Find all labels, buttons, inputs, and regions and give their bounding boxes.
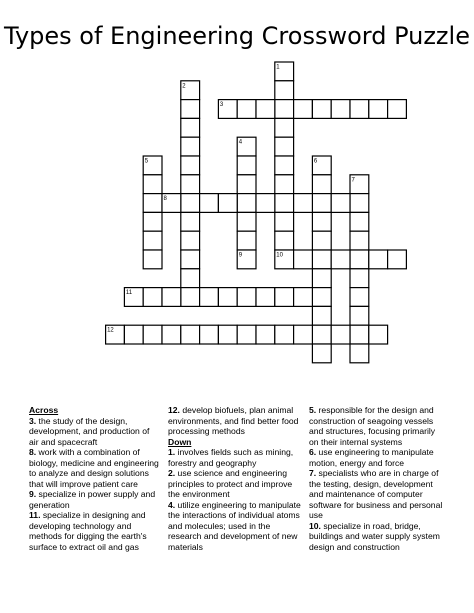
grid-cell[interactable] — [218, 194, 237, 213]
grid-cell[interactable] — [256, 288, 275, 307]
clue-text: specialize in designing and developing technology and methods for digging the earth's surface to extract oil and gas — [29, 510, 147, 552]
grid-cell[interactable] — [143, 325, 162, 344]
cell-number: 3 — [219, 102, 224, 109]
grid-cell[interactable] — [237, 100, 256, 119]
clue-across-11 — [29, 510, 161, 552]
grid-cell[interactable] — [275, 325, 294, 344]
grid-cell[interactable] — [162, 288, 181, 307]
grid-cell[interactable] — [350, 194, 369, 213]
grid-cell[interactable] — [237, 288, 256, 307]
grid-cell[interactable] — [312, 175, 331, 194]
grid-cell[interactable] — [312, 325, 331, 344]
down-heading: Down — [168, 436, 192, 447]
grid-cell[interactable] — [312, 100, 331, 119]
grid-cell[interactable] — [181, 325, 200, 344]
grid-cell[interactable] — [369, 250, 388, 269]
clue-number: 8. — [29, 447, 37, 457]
grid-cell[interactable] — [312, 269, 331, 288]
cell-number: 6 — [313, 158, 318, 165]
grid-cell[interactable] — [350, 344, 369, 363]
grid-cell[interactable] — [350, 100, 369, 119]
grid-cell[interactable] — [256, 100, 275, 119]
grid-cell[interactable] — [181, 288, 200, 307]
grid-cell[interactable] — [294, 325, 313, 344]
grid-cell[interactable] — [200, 288, 219, 307]
grid-cell[interactable] — [237, 212, 256, 231]
grid-cell[interactable] — [275, 118, 294, 137]
cell-number: 8 — [163, 196, 167, 203]
cell-number: 10 — [276, 252, 283, 259]
clue-text: specialize in power supply and generation — [29, 489, 156, 510]
grid-cell[interactable] — [294, 194, 313, 213]
clue-number: 4. — [168, 499, 176, 510]
grid-cell[interactable] — [143, 288, 162, 307]
grid-cell[interactable] — [237, 175, 256, 194]
grid-cell[interactable] — [350, 212, 369, 231]
grid-cell[interactable] — [181, 137, 200, 156]
grid-cell[interactable] — [181, 212, 200, 231]
clues-column-1 — [29, 405, 161, 552]
clue-number: 5. — [309, 405, 317, 415]
grid-cell[interactable] — [237, 325, 256, 344]
clue-number: 1. — [168, 447, 176, 457]
clue-text: use engineering to manipulate motion, energy and force — [309, 447, 434, 468]
clue-down-2 — [168, 468, 304, 500]
grid-cell[interactable] — [331, 194, 350, 213]
grid-cell[interactable] — [218, 288, 237, 307]
grid-cell[interactable] — [294, 100, 313, 119]
grid-cell[interactable] — [350, 231, 369, 250]
clue-text: the study of the design, development, and production of air and spacecraft — [29, 415, 150, 447]
clue-across-12 — [168, 405, 304, 437]
grid-cell[interactable] — [331, 100, 350, 119]
grid-cell[interactable] — [181, 269, 200, 288]
clue-down-4 — [168, 500, 304, 553]
clue-text: specialize in road, bridge, buildings and water supply system design and construction — [309, 520, 440, 552]
grid-cell[interactable] — [143, 231, 162, 250]
clue-number: 10. — [309, 520, 321, 531]
puzzle-title: Types of Engineering Crossword Puzzle — [4, 22, 470, 50]
clue-text: responsible for the design and construction of seagoing vessels and structures, focusing primarily on their internal systems — [309, 405, 436, 447]
grid-cell[interactable] — [350, 306, 369, 325]
clue-down-6 — [309, 447, 447, 468]
clue-text: specialists who are in charge of the testing, design, development and maintenance of computer software for business and personal use — [309, 468, 443, 520]
grid-cell[interactable] — [275, 81, 294, 100]
grid-cell[interactable] — [294, 250, 313, 269]
clue-number: 6. — [309, 447, 317, 457]
clue-number: 11. — [29, 510, 41, 520]
clue-number: 12. — [168, 405, 180, 415]
cell-number: 9 — [238, 252, 243, 259]
clue-number: 2. — [168, 468, 176, 478]
clue-across-3 — [29, 416, 161, 448]
grid-cell[interactable] — [350, 288, 369, 307]
cell-number: 7 — [351, 177, 355, 184]
grid-cell[interactable] — [331, 325, 350, 344]
grid-cell[interactable] — [124, 325, 143, 344]
grid-cell[interactable] — [181, 250, 200, 269]
grid-cell[interactable] — [237, 194, 256, 213]
clues-column-2 — [168, 405, 304, 552]
grid-cell[interactable] — [181, 156, 200, 175]
grid-cell[interactable] — [388, 250, 407, 269]
clue-text: utilize engineering to manipulate the interactions of individual atoms and molecules; used in the research and development of new materials — [168, 499, 301, 552]
grid-cell[interactable] — [312, 306, 331, 325]
grid-cell[interactable] — [312, 250, 331, 269]
grid-cell[interactable] — [218, 325, 237, 344]
clue-down-5 — [309, 405, 447, 447]
grid-cell[interactable] — [143, 250, 162, 269]
clue-across-9 — [29, 489, 161, 510]
clue-down-7 — [309, 468, 447, 521]
grid-cell[interactable] — [350, 250, 369, 269]
grid-cell[interactable] — [331, 250, 350, 269]
grid-cell[interactable] — [312, 194, 331, 213]
grid-cell[interactable] — [143, 194, 162, 213]
clue-number: 9. — [29, 489, 37, 499]
grid-cell[interactable] — [200, 194, 219, 213]
clue-text: use science and engineering principles to protect and improve the environment — [168, 468, 293, 499]
clue-down-1 — [168, 447, 304, 468]
clue-down-10 — [309, 521, 447, 553]
grid-cell[interactable] — [181, 100, 200, 119]
grid-cell[interactable] — [181, 175, 200, 194]
clue-number: 7. — [309, 468, 317, 478]
grid-cell[interactable] — [143, 175, 162, 194]
across-heading: Across — [29, 405, 59, 415]
grid-cell[interactable] — [312, 344, 331, 363]
grid-cell[interactable] — [275, 288, 294, 307]
grid-cell[interactable] — [200, 325, 219, 344]
cell-number: 1 — [276, 64, 280, 71]
cell-number: 11 — [125, 290, 133, 297]
clue-across-8 — [29, 447, 161, 489]
grid-cell[interactable] — [143, 212, 162, 231]
grid-cell[interactable] — [181, 231, 200, 250]
grid-cell[interactable] — [294, 288, 313, 307]
grid-cell[interactable] — [237, 231, 256, 250]
cell-number: 12 — [107, 327, 114, 334]
clue-text: work with a combination of biology, medicine and engineering to analyze and design solutions that will improve patient care — [29, 447, 159, 489]
grid-cell[interactable] — [237, 156, 256, 175]
grid-cell[interactable] — [275, 212, 294, 231]
grid-cell[interactable] — [181, 194, 200, 213]
grid-cell[interactable] — [256, 194, 275, 213]
grid-cell[interactable] — [369, 325, 388, 344]
grid-cell[interactable] — [275, 137, 294, 156]
cell-number: 4 — [238, 139, 243, 146]
clues-column-3 — [309, 405, 447, 552]
grid-cell[interactable] — [162, 325, 181, 344]
clue-text: develop biofuels, plan animal environments, and find better food processing methods — [168, 405, 299, 436]
clue-text: involves fields such as mining, forestry and geography — [168, 447, 294, 468]
grid-cell[interactable] — [350, 269, 369, 288]
grid-cell[interactable] — [312, 212, 331, 231]
grid-cell[interactable] — [256, 325, 275, 344]
grid-cell[interactable] — [275, 231, 294, 250]
grid-cell[interactable] — [275, 156, 294, 175]
grid-cell[interactable] — [275, 175, 294, 194]
cell-number: 2 — [182, 83, 186, 90]
clue-number: 3. — [29, 415, 37, 426]
grid-cell[interactable] — [388, 100, 407, 119]
grid-cell[interactable] — [312, 288, 331, 307]
grid-cell[interactable] — [275, 100, 294, 119]
cell-number: 5 — [144, 158, 149, 165]
grid-cell[interactable] — [312, 231, 331, 250]
grid-cell[interactable] — [350, 325, 369, 344]
grid-cell[interactable] — [275, 194, 294, 213]
grid-cell[interactable] — [181, 118, 200, 137]
grid-cell[interactable] — [369, 100, 388, 119]
